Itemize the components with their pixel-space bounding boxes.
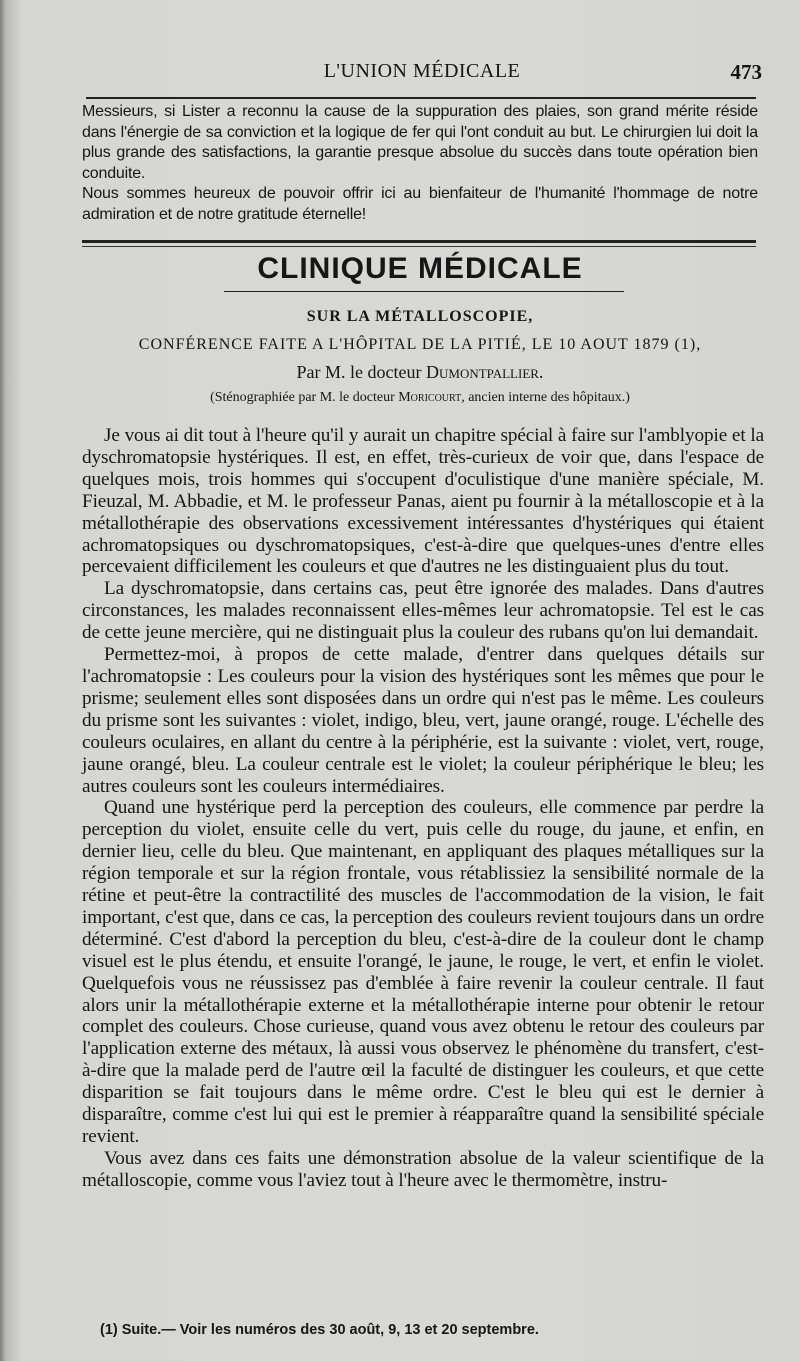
conference-line (82, 336, 758, 354)
author-line (82, 362, 758, 383)
running-title: L'UNION MÉDICALE (323, 60, 521, 82)
article-body (82, 425, 764, 1192)
section-title: CLINIQUE MÉDICALE (257, 252, 583, 285)
steno-name: Moricourt (398, 390, 462, 405)
page-number: 473 (730, 60, 762, 84)
intro-paragraph: Nous sommes heureux de pouvoir offrir ici au bienfaiteur de l'humanité l'hommage de notre admiration et de notre gratitude éternelle! (82, 185, 758, 223)
body-paragraph: Je vous ai dit tout à l'heure qu'il y aurait un chapitre spécial à faire sur l'amblyopie et la dyschromatopsie hystériques. Il est, en effet, très-curieux de voir que, dans l'espace de quelques mois, trois hommes qui s'occupent d'oculistique d'une manière spéciale, M. Fieuzal, M. Abbadie, et M. le professeur Panas, aient pu fournir à la métalloscopie et à la métallothérapie des observations excessivement intéressantes d'hystériques qui étaient achromatopsiques ou dyschromatopsiques, c'est-à-dire que quelques-unes d'entre elles percevaient difficilement les couleurs et que d'autres ne les distinguaient plus du tout. (82, 425, 764, 578)
header-rule (86, 97, 756, 99)
intro-paragraph: Messieurs, si Lister a reconnu la cause de la suppuration des plaies, son grand mérite réside dans l'énergie de sa conviction et la logique de fer qui l'ont conduit au but. Le chirurgien lui doit la plus grande des satisfactions, la garantie presque absolue du succès dans toute opération bien conduite. (82, 103, 758, 182)
intro-text (82, 102, 758, 225)
footnote: (1) Suite.— Voir les numéros des 30 août, 9, 13 et 20 septembre. (100, 1322, 539, 1338)
author-name: Dumontpallier. (426, 362, 544, 382)
page-header (82, 58, 762, 88)
author-prefix: Par M. le docteur (296, 362, 422, 382)
steno-prefix: (Sténographiée par M. le docteur (210, 390, 395, 405)
steno-suffix: , ancien interne des hôpitaux.) (461, 390, 630, 405)
section-rule (82, 246, 756, 247)
section-rule (82, 240, 756, 243)
body-paragraph: Vous avez dans ces faits une démonstration absolue de la valeur scientifique de la métalloscopie, comme vous l'aviez tout à l'heure avec le thermomètre, instru- (82, 1147, 764, 1191)
body-paragraph: Permettez-moi, à propos de cette malade, d'entrer dans quelques détails sur l'achromatopsie : Les couleurs pour la vision des hystériques sont les mêmes que pour le prisme; seulement elles sont disposées dans un ordre qui n'est pas le même. Les couleurs du prisme sont les suivantes : violet, indigo, bleu, vert, jaune orangé, rouge. L'échelle des couleurs oculaires, en allant du centre à la périphérie, est la suivante : violet, vert, rouge, jaune orangé, bleu. La couleur centrale est le violet; la couleur périphérique le bleu; les autres couleurs sont les couleurs intermédiaires. (82, 644, 764, 797)
article-subtitle: SUR LA MÉTALLOSCOPIE, (306, 308, 534, 325)
title-underline (224, 291, 624, 292)
conference-text: CONFÉRENCE FAITE A L'HÔPITAL DE LA PITIÉ, LE 10 AOUT 1879 (1), (138, 336, 702, 353)
stenography-credit (82, 390, 758, 406)
body-paragraph: La dyschromatopsie, dans certains cas, peut être ignorée des malades. Dans d'autres circonstances, les malades reconnaissent elles-mêmes leur achromatopsie. Tel est le cas de cette jeune mercière, qui ne distinguait plus la couleur des rubans qu'on lui demandait. (82, 578, 764, 644)
body-paragraph: Quand une hystérique perd la perception des couleurs, elle commence par perdre la perception du violet, ensuite celle du vert, puis celle du rouge, du jaune, et enfin, en dernier lieu, celle du bleu. Que maintenant, en appliquant des plaques métalliques sur la région temporale et sur la région frontale, vous rétablissiez la sensibilité normale de la rétine et peut-être la contractilité des muscles de l'accommodation de la vision, le fait important, c'est que, dans ce cas, la perception des couleurs revient toujours dans un ordre déterminé. C'est d'abord la perception du bleu, c'est-à-dire de la couleur dont le champ visuel est le plus étendu, et ensuite l'orangé, le jaune, le rouge, le vert, et enfin le violet. Quelquefois vous ne réussissez pas d'emblée à faire revenir la couleur centrale. Il faut alors unir la métallothérapie externe et la métallothérapie interne pour obtenir le retour complet des couleurs. Chose curieuse, quand vous avez obtenu le retour des couleurs par l'application externe des métaux, là aussi vous observez le phénomène du transfert, c'est-à-dire que la malade perd de l'autre œil la faculté de distinguer les couleurs, et que cette disparition se fait toujours dans le même ordre. C'est le bleu qui est le dernier à disparaître, comme c'est lui qui est le premier à réapparaître quand la sensibilité spéciale revient. (82, 797, 764, 1147)
